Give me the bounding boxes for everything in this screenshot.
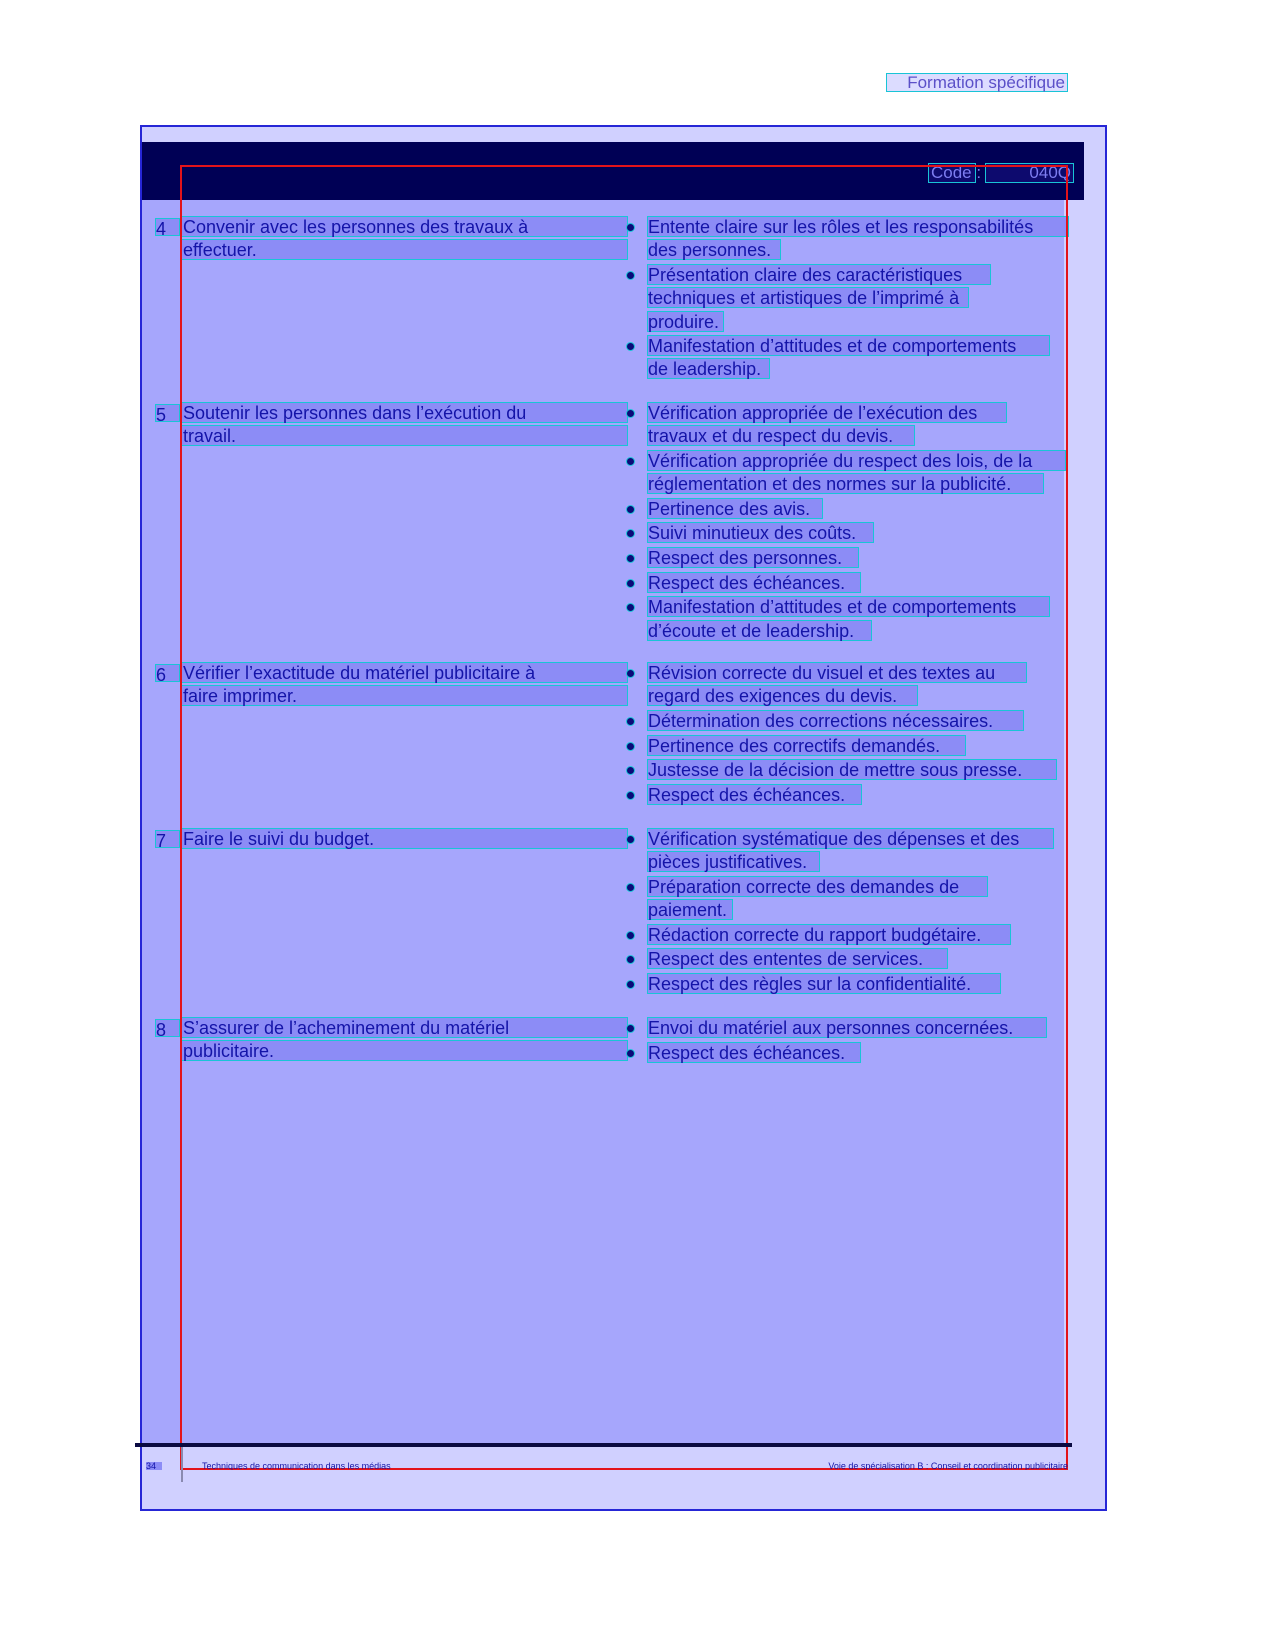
task-number: 8 — [155, 1019, 180, 1037]
task-number: 6 — [155, 664, 180, 682]
criterion-line: Pertinence des correctifs demandés. — [647, 735, 966, 756]
criterion-line: Vérification appropriée de l’exécution des — [647, 402, 1007, 423]
footer-rule — [135, 1443, 1072, 1447]
bullet-icon — [626, 1049, 635, 1058]
bullet-icon — [626, 457, 635, 466]
criterion-line: Présentation claire des caractéristiques — [647, 264, 991, 285]
bullet-icon — [626, 505, 635, 514]
criterion-line: Envoi du matériel aux personnes concernées. — [647, 1017, 1047, 1038]
criterion-line: Manifestation d’attitudes et de comportements — [647, 596, 1050, 617]
task-text-line: Soutenir les personnes dans l’exécution du — [181, 402, 628, 423]
criterion-line: des personnes. — [647, 239, 781, 260]
bullet-icon — [626, 271, 635, 280]
task-number: 7 — [155, 830, 180, 848]
criterion-line: produire. — [647, 311, 724, 332]
bullet-icon — [626, 791, 635, 800]
criterion-line: Manifestation d’attitudes et de comportements — [647, 335, 1050, 356]
criterion-line: Préparation correcte des demandes de — [647, 876, 988, 897]
bullet-icon — [626, 883, 635, 892]
criterion-line: pièces justificatives. — [647, 851, 820, 872]
task-number: 4 — [155, 218, 180, 236]
criterion-line: Pertinence des avis. — [647, 498, 823, 519]
bullet-icon — [626, 409, 635, 418]
criterion-line: Rédaction correcte du rapport budgétaire. — [647, 924, 1011, 945]
task-text-line: faire imprimer. — [181, 685, 628, 706]
criterion-line: Détermination des corrections nécessaires. — [647, 710, 1024, 731]
footer-specialization: Voie de spécialisation B : Conseil et coordination publicitaire — [828, 1462, 1068, 1470]
footer-program: Techniques de communication dans les médias — [202, 1462, 391, 1470]
criterion-line: travaux et du respect du devis. — [647, 425, 915, 446]
bullet-icon — [626, 980, 635, 989]
criterion-line: d’écoute et de leadership. — [647, 620, 872, 641]
criterion-line: Vérification appropriée du respect des lois, de la — [647, 450, 1066, 471]
criterion-line: Respect des échéances. — [647, 1042, 861, 1063]
task-text-line: Convenir avec les personnes des travaux à — [181, 216, 628, 237]
bullet-icon — [626, 223, 635, 232]
bullet-icon — [626, 554, 635, 563]
criterion-line: Révision correcte du visuel et des textes au — [647, 662, 1027, 683]
criterion-line: paiement. — [647, 899, 733, 920]
bullet-icon — [626, 931, 635, 940]
task-text-line: travail. — [181, 425, 628, 446]
criterion-line: techniques et artistiques de l’imprimé à — [647, 287, 969, 308]
criterion-line: Respect des échéances. — [647, 572, 861, 593]
criterion-line: réglementation et des normes sur la publicité. — [647, 473, 1044, 494]
task-number: 5 — [155, 404, 180, 422]
criterion-line: Respect des règles sur la confidentialité. — [647, 973, 1001, 994]
task-text-line: Faire le suivi du budget. — [181, 828, 628, 849]
criterion-line: Entente claire sur les rôles et les responsabilités — [647, 216, 1069, 237]
bullet-icon — [626, 742, 635, 751]
criterion-line: de leadership. — [647, 358, 770, 379]
criterion-line: regard des exigences du devis. — [647, 685, 918, 706]
code-value: 040Q — [985, 163, 1074, 183]
criterion-line: Justesse de la décision de mettre sous presse. — [647, 759, 1057, 780]
bullet-icon — [626, 1024, 635, 1033]
bullet-icon — [626, 669, 635, 678]
criterion-line: Respect des échéances. — [647, 784, 862, 805]
content-area — [142, 200, 1064, 1445]
task-text-line: Vérifier l’exactitude du matériel publicitaire à — [181, 662, 628, 683]
criterion-line: Vérification systématique des dépenses et des — [647, 828, 1054, 849]
task-text-line: effectuer. — [181, 239, 628, 260]
section-title: Formation spécifique — [886, 73, 1068, 92]
bullet-icon — [626, 835, 635, 844]
criterion-line: Respect des personnes. — [647, 547, 859, 568]
task-text-line: S’assurer de l’acheminement du matériel — [181, 1017, 628, 1038]
criterion-line: Respect des ententes de services. — [647, 948, 948, 969]
criterion-line: Suivi minutieux des coûts. — [647, 522, 874, 543]
task-text-line: publicitaire. — [181, 1040, 628, 1061]
footer-tick — [181, 1447, 183, 1482]
code-label: Code : — [928, 163, 976, 183]
bullet-icon — [626, 717, 635, 726]
bullet-icon — [626, 579, 635, 588]
page-number: 34 — [146, 1462, 162, 1470]
